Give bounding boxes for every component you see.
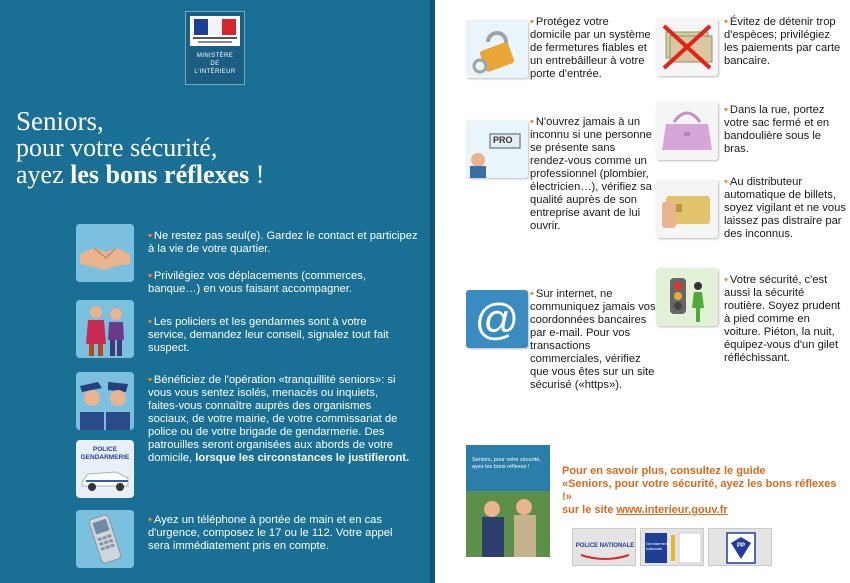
prefecture-police-logo: PP <box>708 528 772 566</box>
right-item-3: • Sur internet, ne communiquez jamais vos coordonnées bancaires par e-mail. Pour vos transactions commerciales, vérifiez que vous êtes sur un site sécurisé («https»). <box>530 288 656 391</box>
no-cash-icon <box>656 18 718 76</box>
police-officers-icon <box>76 372 134 430</box>
mobile-phone-icon <box>76 510 134 568</box>
right-item-7: • Votre sécurité, c'est aussi la sécurité routière. Soyez prudent à pied comme en voiture. Piéton, la nuit, équipez-vous d'un gilet réfléchissant. <box>724 274 841 364</box>
traffic-light-icon <box>656 268 718 326</box>
ministry-logo <box>185 11 245 85</box>
police-badge-line-1: POLICE <box>92 446 118 453</box>
guide-line-2: «Seniors, pour votre sécurité, ayez les bons réflexes !» <box>562 478 837 503</box>
right-item-5: • Dans la rue, portez votre sac fermé et en bandoulière sous le bras. <box>724 104 830 155</box>
title-line-1: Seniors, <box>16 106 104 136</box>
guide-line-1: Pour en savoir plus, consultez le guide <box>562 465 766 477</box>
right-item-2: • N'ouvrez jamais à un inconnu si une personne se présente sans rendez-vous comme un professionnel (plombier, électricien…), vérifiez sa qualité auprès de son entreprise avant de lui ouvrir. <box>530 116 652 232</box>
police-badge-line-2: GENDARMERIE <box>80 454 130 461</box>
guide-cover-title: Seniors, pour votre sécurité, ayez les bons réflexes ! <box>472 457 541 470</box>
at-sign-icon <box>466 290 528 348</box>
republic-marianne-logo <box>190 16 240 46</box>
bank-card-icon <box>656 180 718 238</box>
left-item-3: • Les policiers et les gendarmes sont à votre service, demandez leur conseil, signalez tout fait suspect. <box>148 316 389 354</box>
guide-info <box>562 465 842 517</box>
gendarmerie-nationale-logo: Gendarmerie nationale <box>640 528 704 566</box>
professional-door-icon <box>466 120 528 178</box>
left-item-2: • Privilégiez vos déplacements (commerces, banque…) en vous faisant accompagner. <box>148 270 366 295</box>
right-item-6: • Au distributeur automatique de billets, soyez vigilant et ne vous laissez pas distraire par des inconnus. <box>724 176 846 240</box>
left-item-4: • Bénéficiez de l'opération «tranquillité seniors»: si vous vous sentez isolés, menacés ou inquiets, faites-vous connaître auprès des organismes sociaux, de votre mairie, de votre commissariat de police ou de votre brigade de gendarmerie. Des patrouilles seront organisées aux abords de votre domicile, lorsque les circonstances le justifieront. <box>148 374 410 464</box>
title-line-3: ayez les bons réflexes ! <box>16 160 265 189</box>
police-nationale-logo: POLICE NATIONALE <box>572 528 636 566</box>
pro-sign: PRO <box>493 135 513 145</box>
padlock-icon <box>466 20 528 78</box>
interieur-website-link[interactable]: www.interieur.gouv.fr <box>616 504 728 516</box>
ministry-name: MINISTÈRE DE L'INTÉRIEUR <box>194 53 236 75</box>
police-car-icon <box>76 440 134 498</box>
walking-couple-icon <box>76 300 134 358</box>
left-item-1: • Ne restez pas seul(e). Gardez le contact et participez à la vie de votre quartier. <box>148 230 418 255</box>
right-item-4: • Évitez de détenir trop d'espèces; privilégiez les paiements par carte bancaire. <box>724 16 841 67</box>
handshake-icon <box>76 224 134 282</box>
right-item-1: • Protégez votre domicile par un système de fermetures fiables et un entrebâilleur à votre porte d'entrée. <box>530 16 651 80</box>
guide-line-3: sur le site www.interieur.gouv.fr <box>562 504 728 516</box>
svg-text:@: @ <box>474 295 520 344</box>
title-line-2: pour votre sécurité, <box>16 133 218 162</box>
handbag-icon <box>656 102 718 160</box>
page-title <box>16 108 264 188</box>
guide-cover <box>466 445 550 557</box>
left-item-5: • Ayez un téléphone à portée de main et en cas d'urgence, composez le 17 ou le 112. Votre appel sera immédiatement pris en compte. <box>148 514 393 552</box>
